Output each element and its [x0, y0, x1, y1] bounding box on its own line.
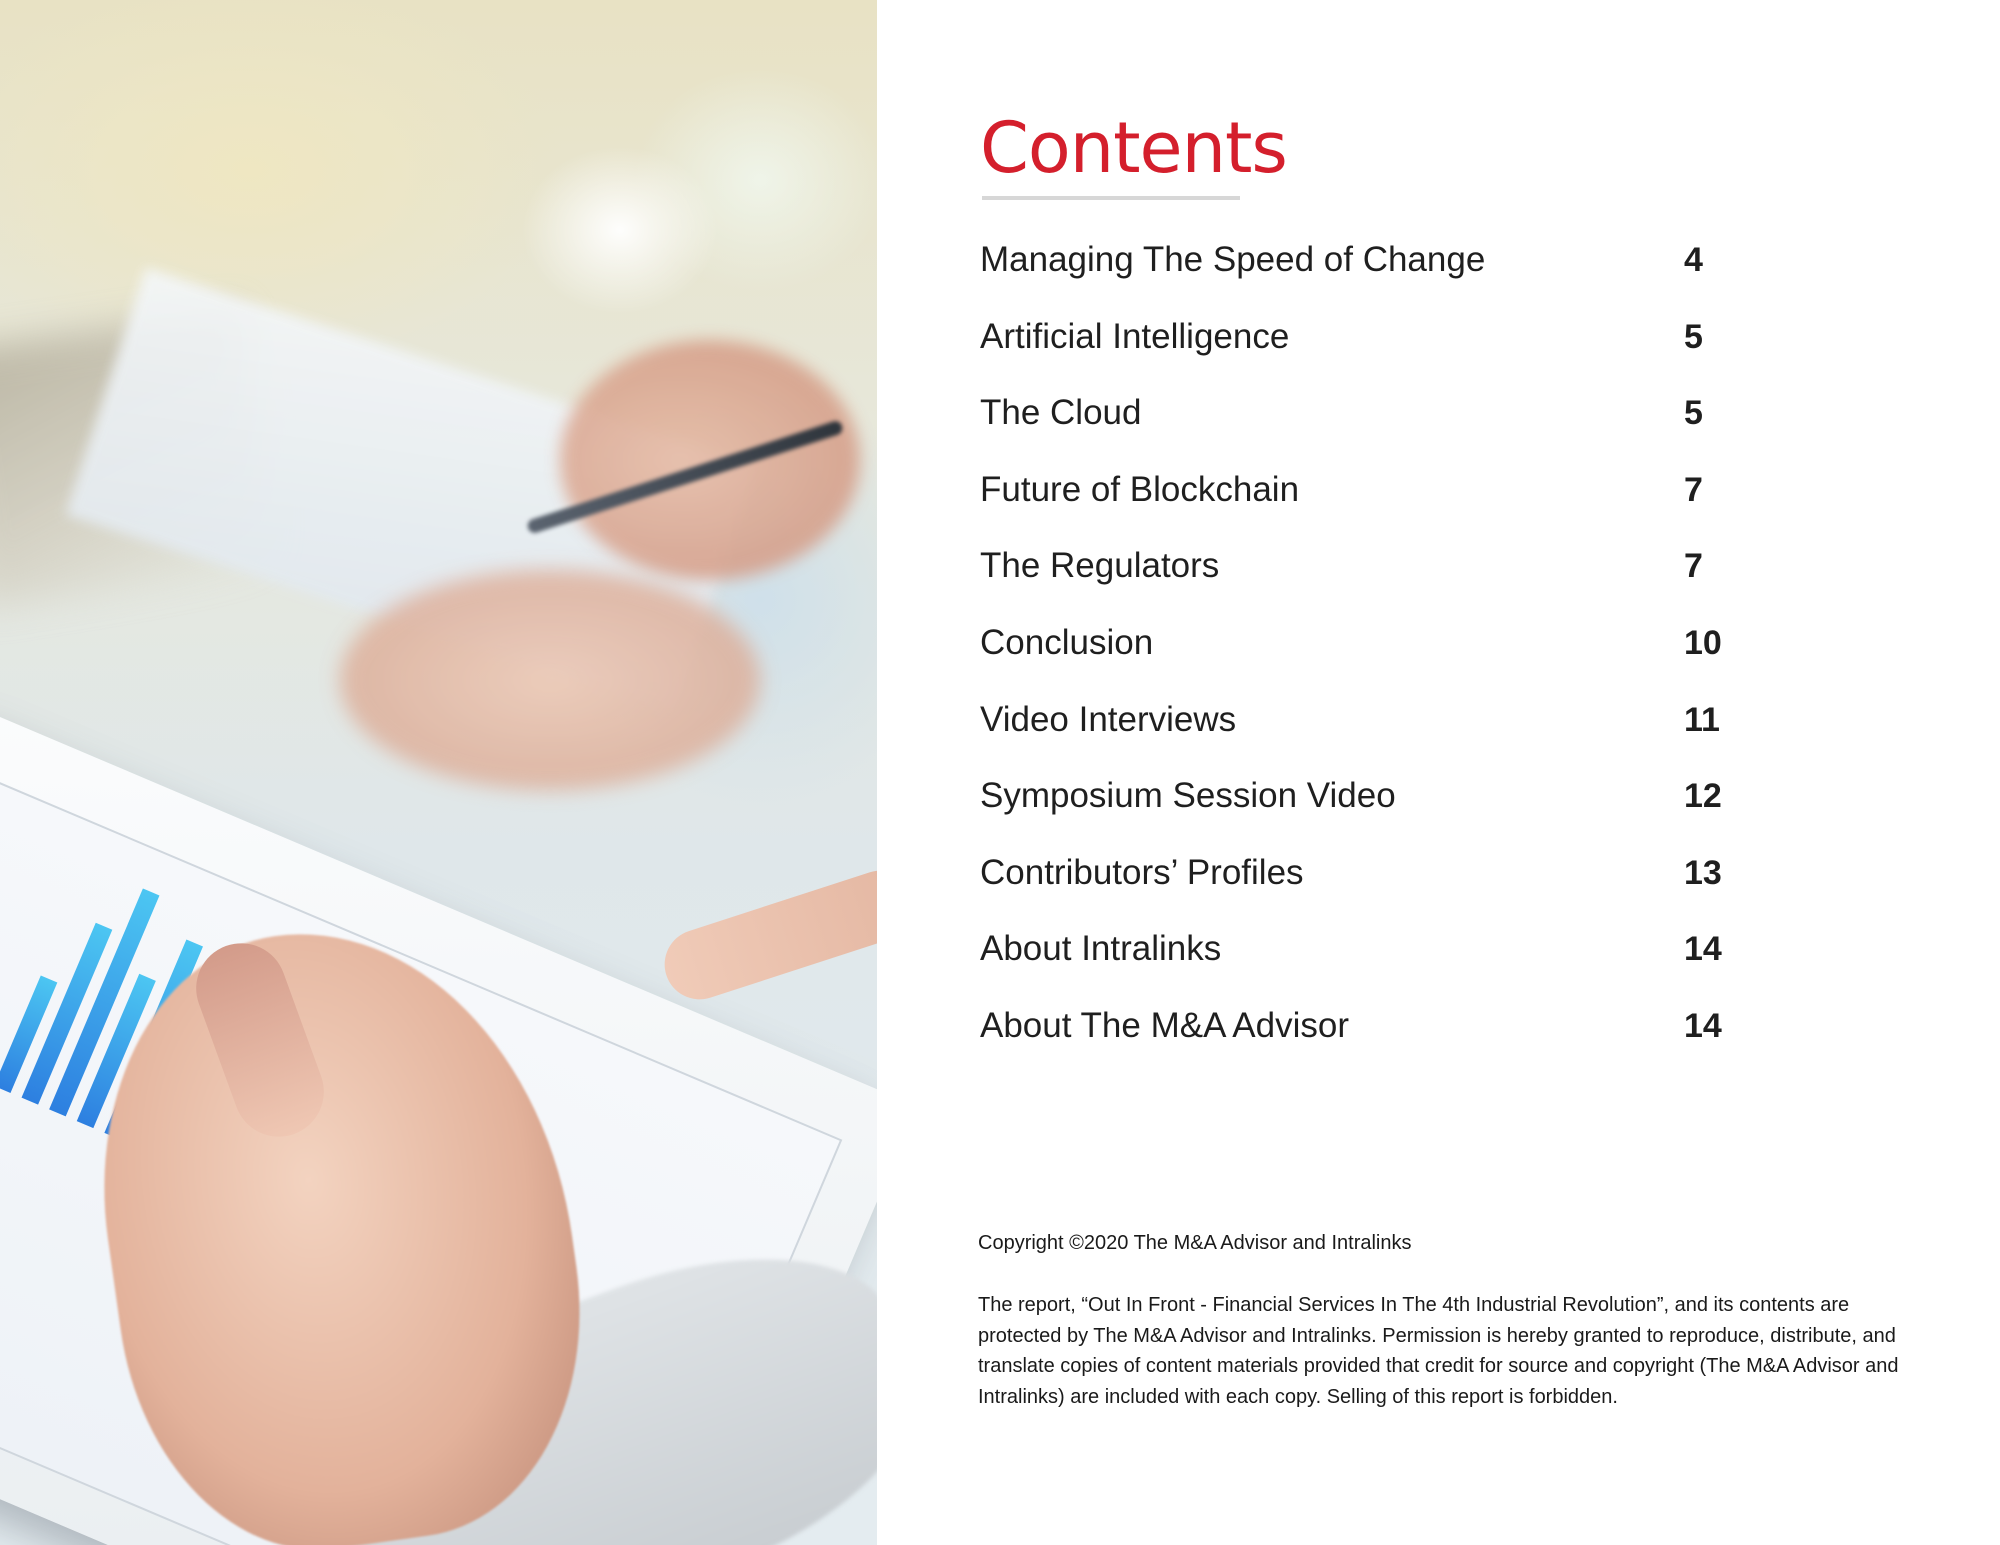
toc-item[interactable]	[980, 462, 1740, 539]
toc-item-page: 11	[1684, 700, 1720, 739]
toc-item-page: 12	[1684, 777, 1722, 816]
toc-item-label: Managing The Speed of Change	[980, 240, 1486, 279]
copyright-line: Copyright ©2020 The M&A Advisor and Intralinks	[978, 1232, 1412, 1254]
toc-item-page: 10	[1684, 623, 1722, 662]
toc-item-page: 7	[1684, 547, 1703, 586]
toc-item-label: About The M&A Advisor	[980, 1005, 1350, 1045]
toc-item[interactable]	[980, 998, 1740, 1075]
toc-item-page: 14	[1684, 930, 1722, 969]
toc-item-page: 13	[1684, 853, 1722, 892]
toc-item[interactable]	[980, 538, 1740, 615]
toc-item-label: The Cloud	[980, 393, 1142, 433]
toc-item-label: Future of Blockchain	[980, 469, 1300, 509]
toc-item[interactable]	[980, 692, 1740, 769]
toc-item-page: 5	[1684, 317, 1703, 356]
toc-item-page: 14	[1684, 1006, 1722, 1045]
title-underline	[982, 196, 1240, 200]
toc-item-label: Conclusion	[980, 622, 1154, 662]
toc-item-label: Contributors’ Profiles	[980, 852, 1304, 892]
middle-hand	[340, 570, 760, 790]
toc-item[interactable]	[980, 309, 1740, 386]
toc-item-label: The Regulators	[980, 546, 1220, 586]
toc-item[interactable]	[980, 232, 1740, 309]
toc-item-page: 5	[1684, 394, 1703, 433]
toc-item[interactable]	[980, 921, 1740, 998]
copyright-notice: The report, “Out In Front - Financial Services In The 4th Industrial Revolution”, and its contents are protected by The M&A Advisor and Intralinks. Permission is hereby granted to reproduce, distribute, and translate copies of content materials provided that credit for source and copyright (The M&A Advisor and Intralinks) are included with each copy. Selling of this report is forbidden.	[978, 1294, 1899, 1408]
toc-item-label: Artificial Intelligence	[980, 316, 1290, 356]
toc-item-label: Video Interviews	[980, 699, 1237, 739]
toc-item[interactable]	[980, 845, 1740, 922]
table-of-contents	[980, 232, 1740, 1075]
toc-item[interactable]	[980, 768, 1740, 845]
page-title: Contents	[980, 107, 1287, 189]
pointing-finger	[656, 862, 877, 1009]
cover-photo	[0, 0, 877, 1545]
toc-item[interactable]	[980, 385, 1740, 462]
toc-item-label: About Intralinks	[980, 929, 1222, 969]
toc-item-page: 4	[1684, 241, 1703, 279]
toc-item-label: Symposium Session Video	[980, 776, 1396, 816]
toc-item[interactable]	[980, 615, 1740, 692]
background-hand	[560, 340, 860, 580]
toc-item-page: 7	[1684, 470, 1703, 509]
